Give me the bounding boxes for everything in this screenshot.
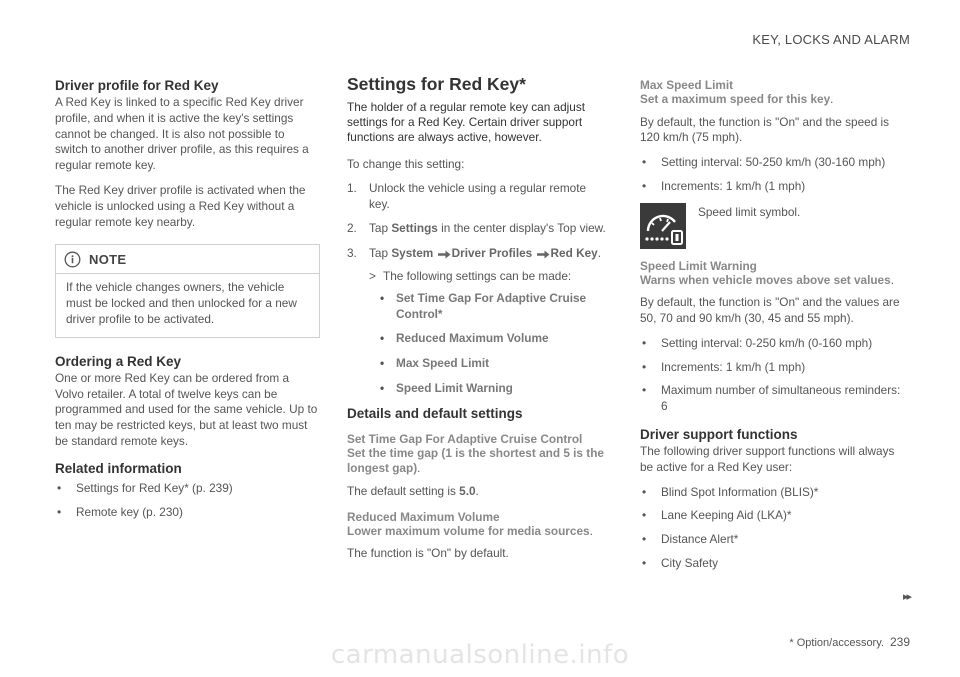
continue-arrows-icon: ▸▸ — [902, 591, 910, 603]
setting-description: Set a maximum speed for this key. — [640, 92, 834, 106]
list-item: • Increments: 1 km/h (1 mph) — [640, 360, 908, 376]
lead-paragraph: The holder of a regular remote key can adjust settings for a Red Key. Certain driver support functions are always active, however. — [347, 100, 586, 144]
setting-description: Lower maximum volume for media sources. — [347, 523, 593, 538]
setting-title: Set Time Gap For Adaptive Cruise Control — [347, 431, 583, 446]
setting-item: • Set Time Gap For Adaptive Cruise Control* — [380, 291, 609, 323]
footnote: * Option/accessory. — [789, 637, 884, 649]
note-header — [56, 245, 319, 274]
step-text: Unlock the vehicle using a regular remote key. — [369, 180, 587, 211]
symbol-caption: Speed limit symbol. — [698, 204, 801, 219]
speed-limit-icon — [640, 203, 686, 249]
right-arrow-icon — [537, 250, 550, 259]
setting-title: Reduced Maximum Volume — [347, 509, 500, 524]
setting-title: Speed Limit Warning — [640, 258, 757, 273]
right-arrow-icon — [438, 250, 451, 259]
heading-ordering: Ordering a Red Key — [55, 353, 182, 369]
section-header: KEY, LOCKS AND ALARM — [752, 32, 910, 47]
list-item: • Setting interval: 50-250 km/h (30-160 mph) — [640, 155, 908, 171]
paragraph: The following driver support functions will always be active for a Red Key user: — [640, 443, 895, 474]
menu-driver-profiles: Driver Profiles — [451, 246, 533, 261]
menu-settings: Settings — [391, 221, 438, 236]
default-value-text: The function is "On" by default. — [347, 546, 509, 561]
setting-item: • Reduced Maximum Volume — [380, 331, 609, 347]
step-number: 1. — [347, 180, 357, 195]
default-suffix: . — [475, 483, 479, 498]
watermark: carmanualsonline.info — [330, 640, 630, 670]
page-number: 239 — [889, 635, 910, 649]
step-text: Tap — [369, 246, 392, 261]
paragraph: One or more Red Key can be ordered from a Volvo retailer. A total of twelve keys can be programmed and used for the same vehicle. Up to ten may be restricted keys, but at least two must be standard remote keys. — [55, 370, 318, 448]
list-item: • Lane Keeping Aid (LKA)* — [640, 508, 908, 524]
list-item: • Increments: 1 km/h (1 mph) — [640, 179, 908, 195]
default-value-text: By default, the function is "On" and the speed is 120 km/h (75 mph). — [640, 114, 890, 145]
support-list — [640, 485, 908, 572]
setting-description-text: Set the time gap (1 is the shortest and 5 is the longest gap) — [347, 445, 604, 476]
info-circle-icon — [64, 251, 81, 268]
page-title: Settings for Red Key* — [347, 74, 526, 94]
setting-description-text: Lower maximum volume for media sources — [347, 523, 590, 538]
result-marker: > — [369, 268, 376, 283]
menu-red-key: Red Key — [550, 246, 598, 261]
paragraph: A Red Key is linked to a specific Red Key driver profile, and when it is active the key's settings cannot be changed. It is also not possible to switch to another driver profile, as this requires a regular remote key. — [55, 95, 309, 173]
heading-related-info: Related information — [55, 460, 182, 476]
list-item: • Blind Spot Information (BLIS)* — [640, 485, 908, 501]
symbol-row — [640, 203, 908, 249]
list-item: • Maximum number of simultaneous reminders: 6 — [640, 383, 908, 415]
step-number: 2. — [347, 221, 357, 236]
step-item — [347, 181, 609, 213]
steps-list — [347, 181, 609, 262]
note-label: NOTE — [89, 252, 127, 268]
column-middle — [347, 74, 609, 562]
setting-description: Set the time gap (1 is the shortest and 5 is the longest gap). — [347, 445, 604, 476]
max-speed-list — [640, 155, 908, 195]
list-item: • Distance Alert* — [640, 532, 908, 548]
warning-list — [640, 336, 908, 415]
setting-title: Max Speed Limit — [640, 78, 734, 92]
menu-system: System — [391, 246, 434, 261]
step-text: . — [597, 246, 602, 261]
step-result — [347, 269, 609, 285]
list-item: • City Safety — [640, 556, 908, 572]
heading-details: Details and default settings — [347, 405, 523, 421]
result-text: The following settings can be made: — [383, 268, 572, 283]
list-item: • Setting interval: 0-250 km/h (0-160 mph) — [640, 336, 908, 352]
default-value-text: By default, the function is "On" and the values are 50, 70 and 90 km/h (30, 45 and 55 mph). — [640, 295, 900, 325]
settings-list — [347, 291, 609, 397]
default-value-text — [347, 484, 609, 500]
default-value: 5.0 — [459, 483, 476, 498]
step-number: 3. — [347, 246, 357, 261]
setting-description-text: Warns when vehicle moves above set values — [640, 272, 891, 287]
column-right — [640, 78, 908, 580]
step-text: in the center display's Top view. — [437, 221, 606, 236]
related-link-remote-key[interactable]: • Remote key (p. 230) — [55, 505, 320, 521]
heading-driver-support: Driver support functions — [640, 426, 798, 442]
heading-driver-profile: Driver profile for Red Key — [55, 78, 219, 93]
setting-item: • Max Speed Limit — [380, 356, 609, 372]
setting-description-text: Set a maximum speed for this key — [640, 92, 831, 106]
setting-description: Warns when vehicle moves above set values. — [640, 272, 894, 287]
paragraph: To change this setting: — [347, 157, 465, 171]
setting-item: • Speed Limit Warning — [380, 381, 609, 397]
step-item — [347, 221, 609, 237]
default-prefix: The default setting is — [347, 483, 460, 498]
note-text: If the vehicle changes owners, the vehicle must be locked and then unlocked for a new driver profile to be activated. — [66, 280, 297, 326]
related-links-list — [55, 481, 320, 521]
step-item — [347, 246, 609, 262]
column-left — [55, 78, 320, 528]
related-link-settings[interactable]: • Settings for Red Key* (p. 239) — [55, 481, 320, 497]
step-text: Tap — [369, 221, 392, 236]
paragraph: The Red Key driver profile is activated when the vehicle is unlocked using a Red Key without a regular remote key nearby. — [55, 182, 306, 229]
note-box — [55, 244, 320, 337]
